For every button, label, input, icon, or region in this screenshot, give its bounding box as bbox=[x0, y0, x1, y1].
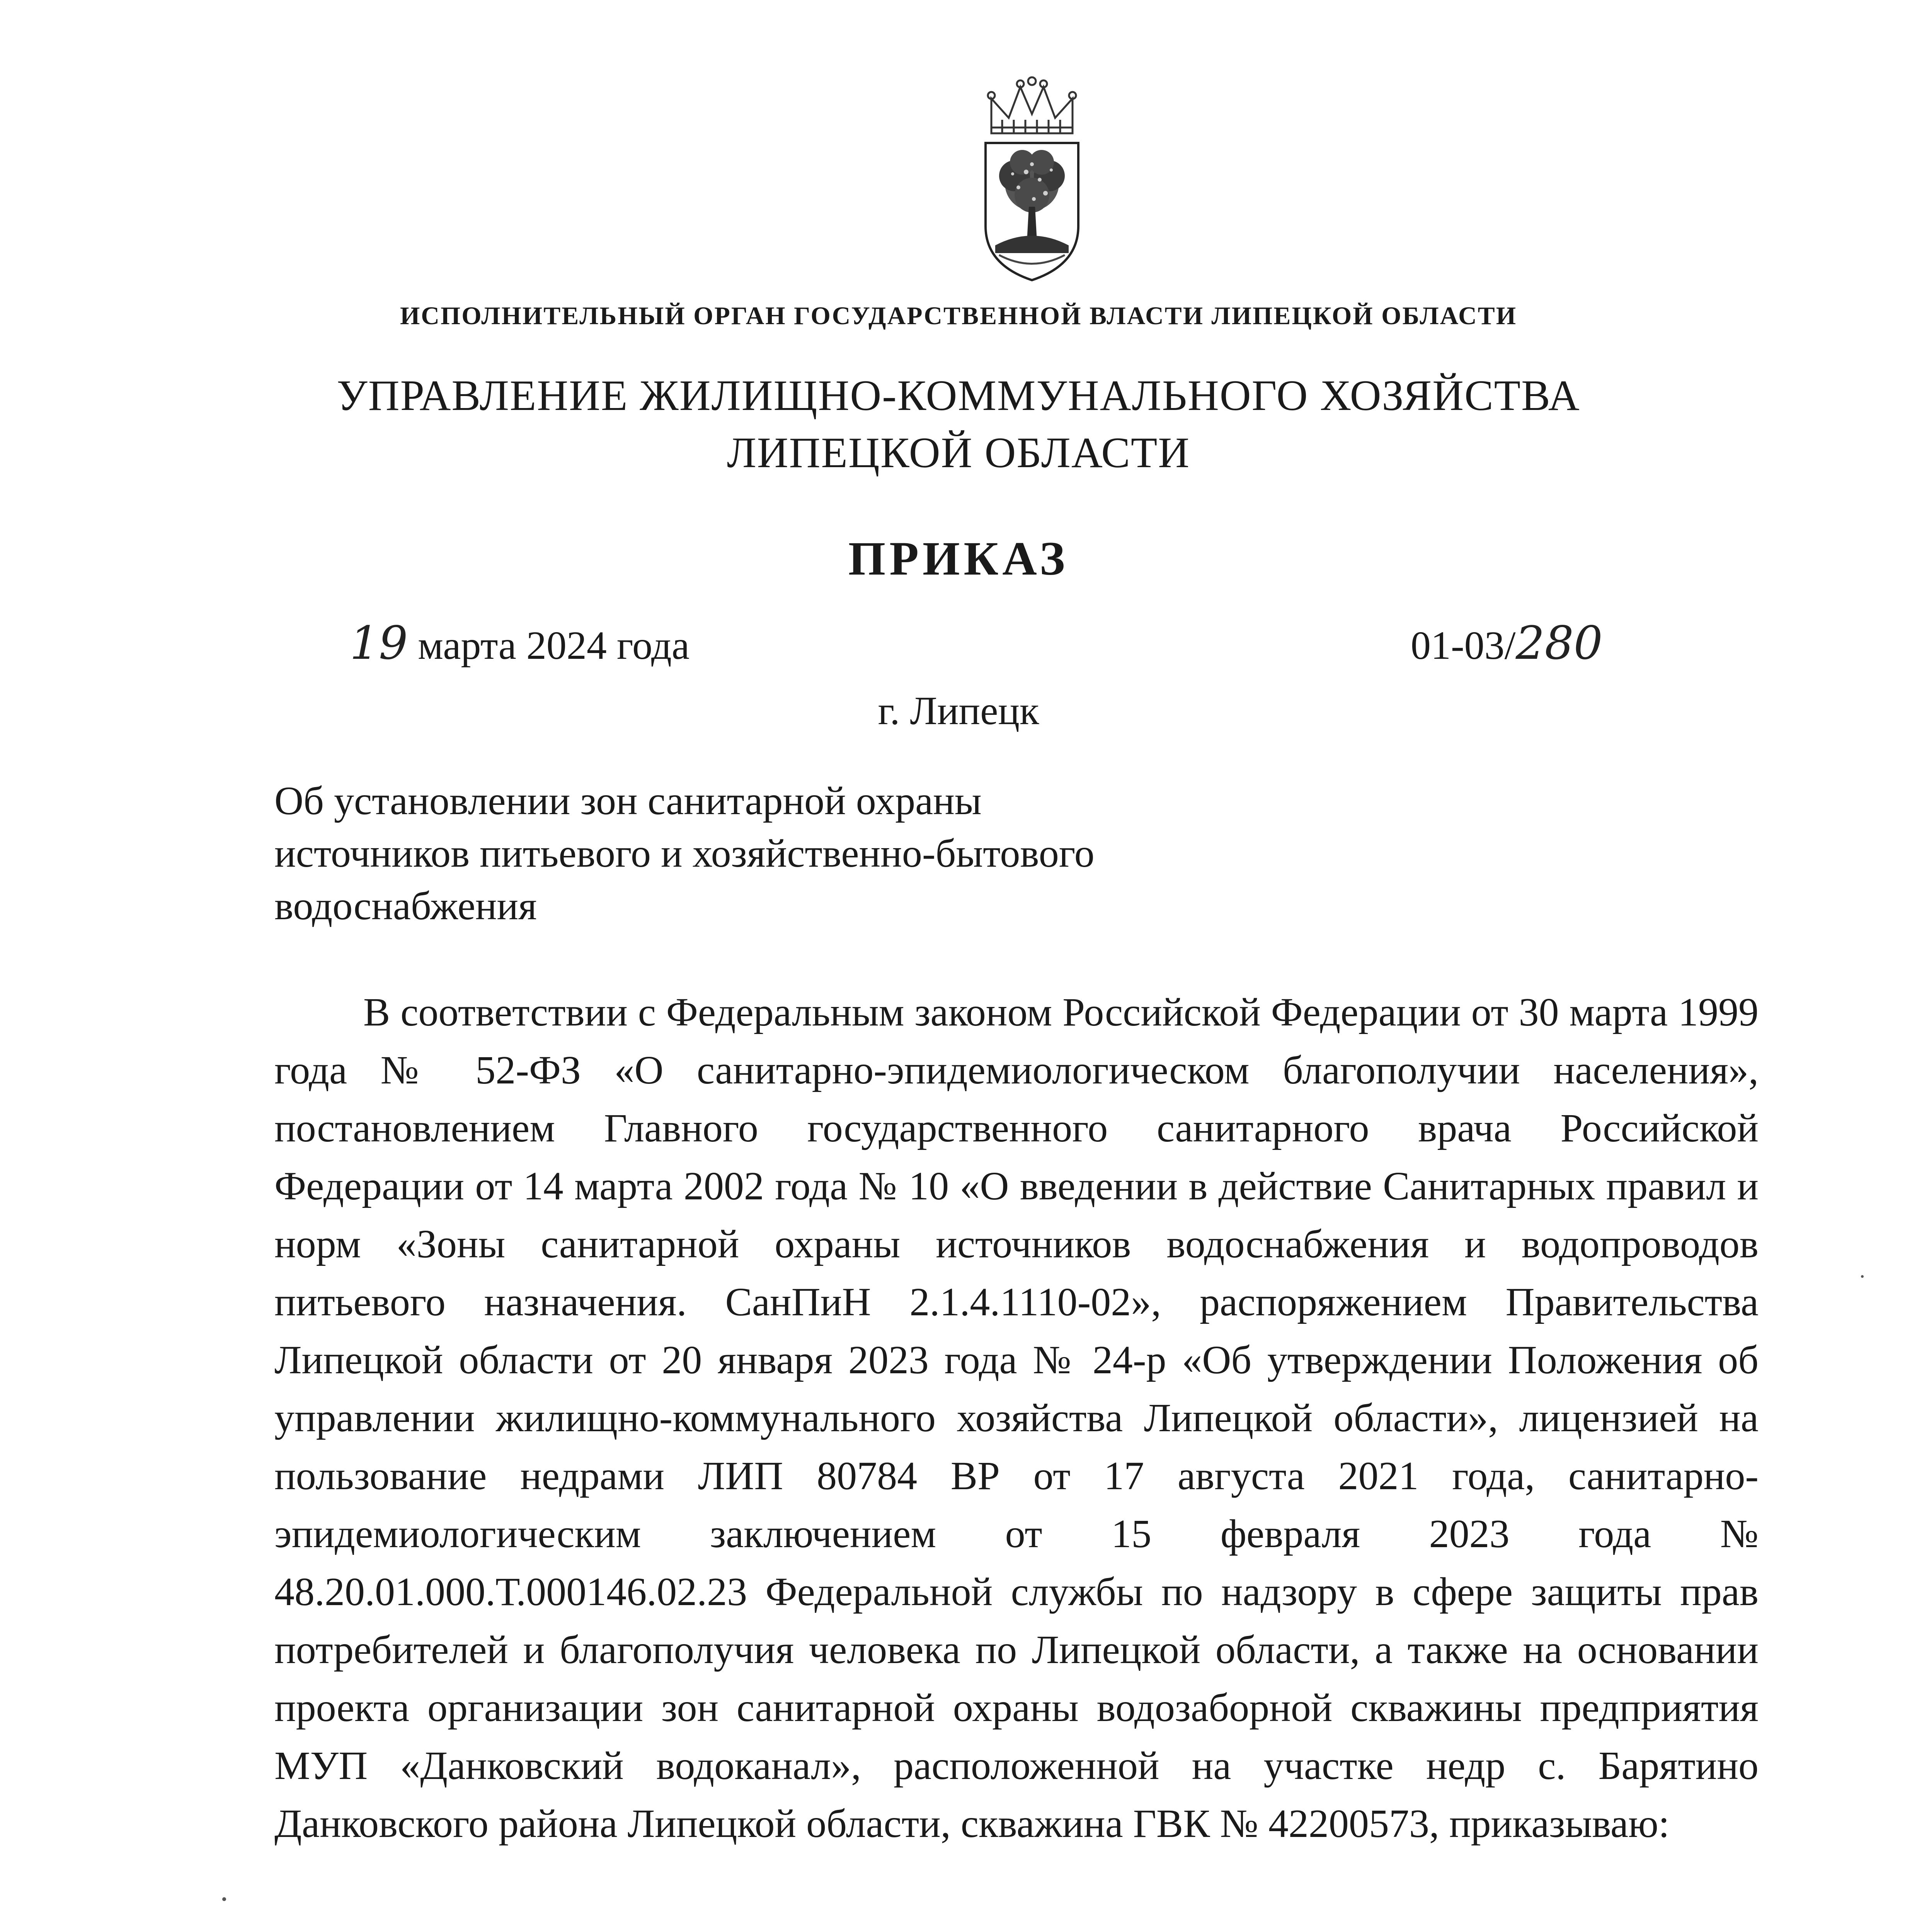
document-type: ПРИКАЗ bbox=[848, 532, 1069, 585]
issuing-agency: ИСПОЛНИТЕЛЬНЫЙ ОРГАН ГОСУДАРСТВЕННОЙ ВЛАСТИ ЛИПЕЦКОЙ ОБЛАСТИ bbox=[400, 302, 1517, 330]
subject-line-2: источников питьевого и хозяйственно-бытового bbox=[274, 831, 1095, 876]
department-line-1: УПРАВЛЕНИЕ ЖИЛИЩНО-КОММУНАЛЬНОГО ХОЗЯЙСТВА bbox=[337, 372, 1580, 420]
subject-line-3: водоснабжения bbox=[274, 884, 537, 928]
order-number-handwritten: 280 bbox=[1515, 616, 1603, 670]
order-number bbox=[1411, 616, 1603, 674]
order-subject bbox=[274, 775, 1357, 932]
order-number-prefix: 01-03/ bbox=[1411, 623, 1516, 668]
scan-speck bbox=[1861, 1275, 1864, 1278]
preamble-paragraph: В соответствии с Федеральным законом Российской Федерации от 30 марта 1999 года № 52-ФЗ «О санитарно-эпидемиологическом благополучии населения», постановлением Главного государственного санитарного врача Российской Федерации от 14 марта 2002 года № 10 «О введении в действие Санитарных правил и норм «Зоны санитарной охраны источников водоснабжения и водопроводов питьевого назначения. СанПиН 2.1.4.1110-02», распоряжением Правительства Липецкой области от 20 января 2023 года № 24-р «Об утверждении Положения об управлении жилищно-коммунального хозяйства Липецкой области», лицензией на пользование недрами ЛИП 80784 ВР от 17 августа 2021 года, санитарно-эпидемиологическим заключением от 15 февраля 2023 года № 48.20.01.000.Т.000146.02.23 Федеральной службы по надзору в сфере защиты прав потребителей и благополучия человека по Липецкой области, а также на основании проекта организации зон санитарной охраны водозаборной скважины предприятия МУП «Данковский водоканал», расположенной на участке недр с. Барятино Данковского района Липецкой области, скважина ГВК № 42200573, приказываю: bbox=[274, 990, 1759, 1846]
order-date bbox=[350, 616, 690, 674]
department-line-2: ЛИПЕЦКОЙ ОБЛАСТИ bbox=[727, 429, 1190, 477]
department-name bbox=[0, 367, 1917, 481]
city: г. Липецк bbox=[878, 689, 1039, 733]
subject-line-1: Об установлении зон санитарной охраны bbox=[274, 779, 982, 823]
coat-of-arms-icon bbox=[968, 71, 1096, 288]
order-date-text: марта 2024 года bbox=[418, 623, 690, 668]
order-date-day: 19 bbox=[350, 616, 408, 670]
scan-speck bbox=[222, 1897, 226, 1901]
